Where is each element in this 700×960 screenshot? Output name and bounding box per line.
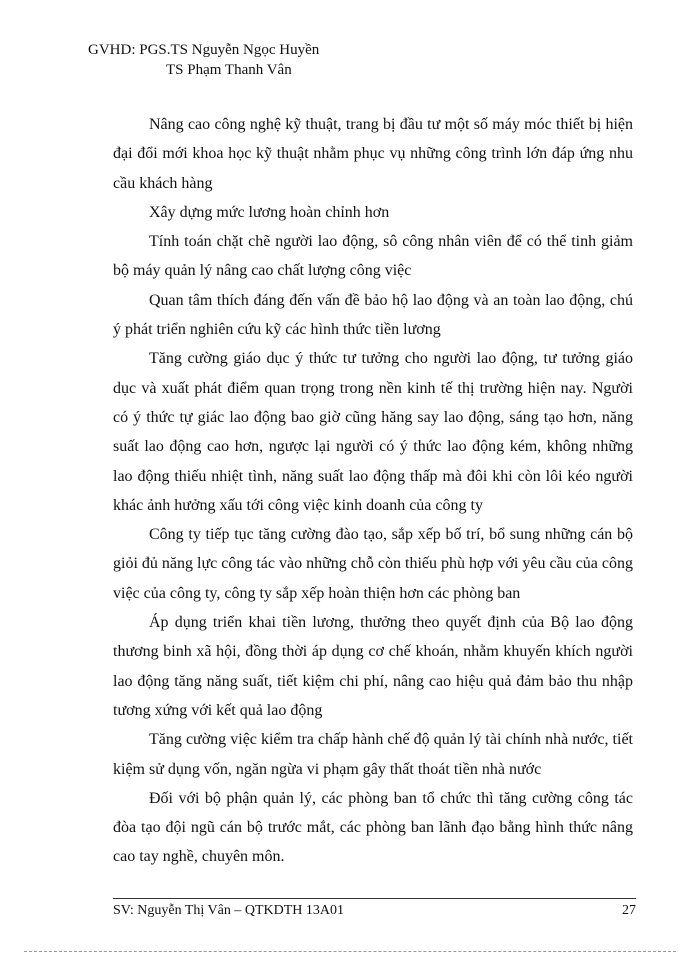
page-number: 27 [622,903,636,918]
paragraph: Nâng cao công nghệ kỹ thuật, trang bị đầu tư một số máy móc thiết bị hiện đại đổi mới khoa học kỹ thuật nhằm phục vụ những công trình lớn đáp ứng nhu cầu khách hàng [113,116,633,192]
document-body [113,110,633,872]
footer-divider [113,898,636,899]
supervisor-line-2: TS Phạm Thanh Vân [166,62,292,78]
paragraph: Tăng cường việc kiểm tra chấp hành chế độ quản lý tài chính nhà nước, tiết kiệm sử dụng vốn, ngăn ngừa vi phạm gây thất thoát tiền nhà nước [113,731,633,778]
footer-student: SV: Nguyễn Thị Vân – QTKDTH 13A01 [113,903,344,918]
paragraph: Công ty tiếp tục tăng cường đào tạo, sắp xếp bố trí, bổ sung những cán bộ giỏi đủ năng lực công tác vào những chỗ còn thiếu phù hợp với yêu cầu của công việc của công ty, công ty sắp xếp hoàn thiện hơn các phòng ban [113,526,633,602]
paragraph: Tính toán chặt chẽ người lao động, sô công nhân viên để có thể tinh giảm bộ máy quản lý nâng cao chất lượng công việc [113,233,633,280]
paragraph: Tăng cường giáo dục ý thức tư tưởng cho người lao động, tư tưởng giáo dục và xuất phát điểm quan trọng trong nền kinh tế thị trường hiện nay. Người có ý thức tự giác lao động bao giờ cũng hăng say lao động, sáng tạo hơn, năng suất lao động cao hơn, ngược lại người có ý thức lao động kém, không những lao động thiếu nhiệt tình, năng suất lao động thấp mà đôi khi còn lôi kéo người khác ảnh hưởng xấu tới công việc kinh doanh của công ty [113,350,633,514]
paragraph: Đối với bộ phận quản lý, các phòng ban tổ chức thì tăng cường công tác đòa tạo đội ngũ cán bộ trước mắt, các phòng ban lãnh đạo bằng hình thức nâng cao tay nghề, chuyên môn. [113,789,633,866]
page-edge-divider [24,951,676,952]
supervisor-line-1: GVHD: PGS.TS Nguyễn Ngọc Huyền [88,42,320,58]
paragraph: Quan tâm thích đáng đến vấn đề bảo hộ lao động và an toàn lao động, chú ý phát triển nghiên cứu kỹ các hình thức tiền lương [113,291,633,339]
paragraph: Áp dụng triển khai tiền lương, thưởng theo quyết định của Bộ lao động thương binh xã hội, đồng thời áp dụng cơ chế khoán, nhằm khuyến khích người lao động tăng năng suất, tiết kiệm chi phí, nâng cao hiệu quả đảm bảo thu nhập tương xứng với kết quả lao động [113,614,633,719]
paragraph: Xây dựng mức lương hoàn chỉnh hơn [149,203,390,221]
page-header [88,40,319,80]
